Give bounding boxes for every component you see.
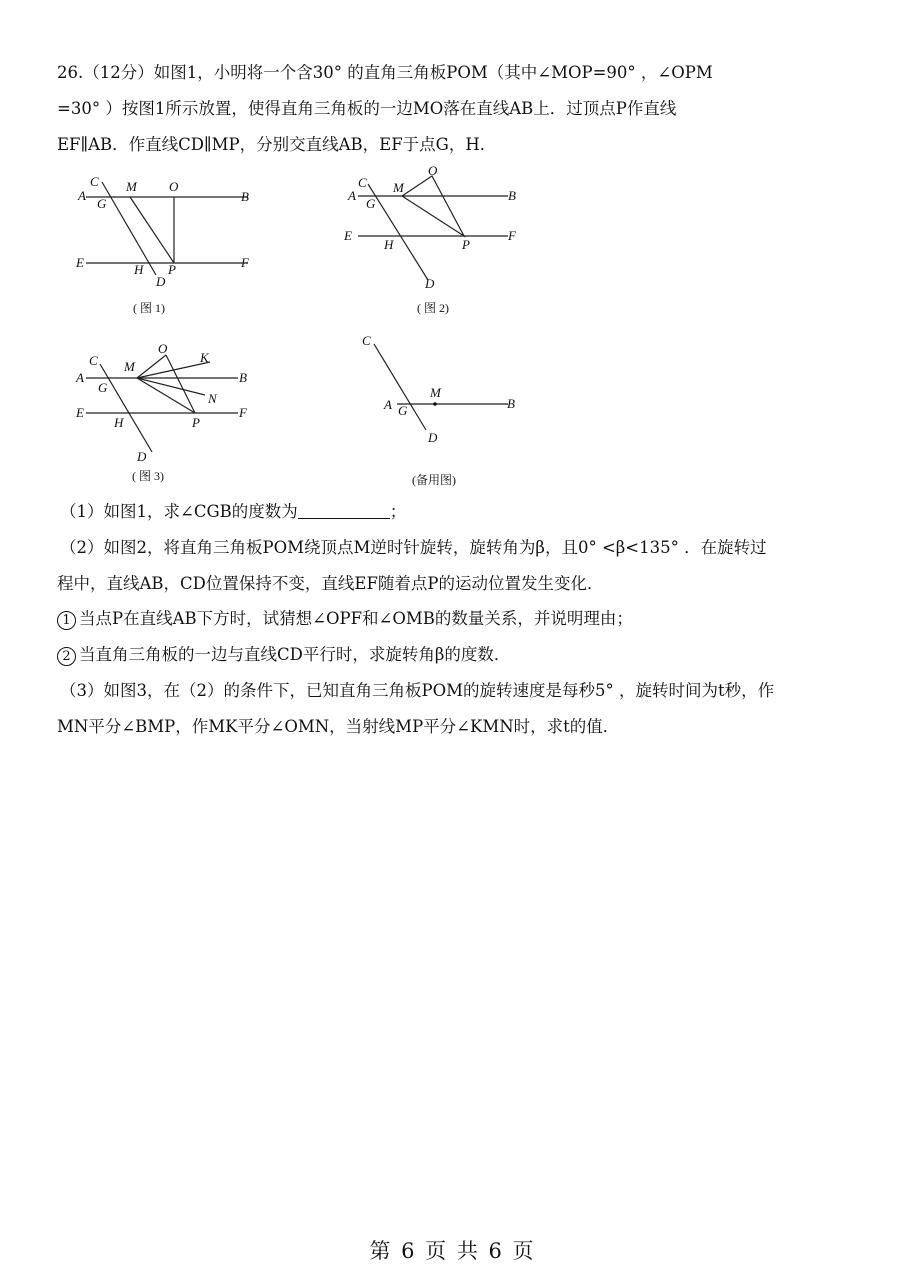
- fig3-line-cd: [100, 364, 152, 452]
- fig3-ray-mn: [137, 378, 205, 395]
- sub-question-1: [57, 608, 633, 630]
- fig2-label-g: G: [366, 196, 376, 211]
- fig2-label-p: P: [462, 237, 470, 252]
- circled-number-2: 2: [57, 647, 76, 666]
- fig1-label-a: A: [78, 188, 86, 203]
- fig3-label-c: C: [89, 353, 98, 368]
- fig1-label-h: H: [134, 262, 144, 277]
- fig4-label-g: G: [398, 403, 408, 418]
- sub-question-2-text: 当直角三角板的一边与直线CD平行时，求旋转角β的度数．: [79, 645, 511, 664]
- part-3-line-2: MN平分∠BMP，作MK平分∠OMN，当射线MP平分∠KMN时，求t的值．: [57, 717, 620, 736]
- fig2-label-b: B: [508, 188, 516, 203]
- fig2-line-cd: [368, 184, 428, 280]
- fig2-label-d: D: [425, 276, 435, 291]
- fig1-label-f: F: [241, 255, 249, 270]
- fig3-label-n: N: [208, 391, 217, 406]
- fig4-label-c: C: [362, 333, 371, 348]
- fig1-label-d: D: [156, 274, 166, 289]
- fig3-label-d: D: [137, 449, 147, 464]
- fig1-label-p: P: [168, 262, 176, 277]
- figure-backup: [350, 330, 540, 495]
- figure-3: [70, 340, 270, 490]
- fig3-label-e: E: [76, 405, 84, 420]
- sub-question-1-text: 当点P在直线AB下方时，试猜想∠OPF和∠OMB的数量关系，并说明理由；: [79, 609, 633, 628]
- fig2-caption: ( 图 2): [417, 301, 449, 315]
- fig1-caption: ( 图 1): [133, 301, 165, 315]
- fig3-label-g: G: [98, 380, 108, 395]
- fig4-caption: (备用图): [412, 473, 456, 487]
- fig2-label-f: F: [508, 228, 516, 243]
- fig1-label-m: M: [126, 179, 137, 194]
- fig3-label-a: A: [76, 370, 84, 385]
- fig1-line-cd: [102, 182, 156, 275]
- fig1-label-b: B: [241, 189, 249, 204]
- fig3-label-h: H: [114, 415, 124, 430]
- page-footer: 第 6 页 共 6 页: [369, 1239, 536, 1263]
- fig2-label-o: O: [428, 163, 438, 178]
- fig1-segment-mp: [130, 197, 174, 263]
- fig4-label-d: D: [428, 430, 438, 445]
- part-2-line-2: 程中，直线AB，CD位置保持不变，直线EF随着点P的运动位置发生变化．: [57, 574, 604, 593]
- fig4-point-m: [433, 402, 437, 406]
- part-2-line-1: （2）如图2，将直角三角板POM绕顶点M逆时针旋转，旋转角为β，且0° <β<135° ．在旋转过: [60, 538, 767, 557]
- part-3-line-1: （3）如图3，在（2）的条件下，已知直角三角板POM的旋转速度是每秒5° ，旋转时间为t秒，作: [60, 681, 775, 700]
- fig2-label-h: H: [384, 237, 394, 252]
- fig4-label-b: B: [507, 396, 515, 411]
- fig1-label-o: O: [169, 179, 179, 194]
- fig3-label-f: F: [239, 405, 247, 420]
- circled-number-1: 1: [57, 611, 76, 630]
- fig2-label-c: C: [358, 175, 367, 190]
- part-1-end: ；: [389, 502, 407, 521]
- question-line-3: EF∥AB．作直线CD∥MP，分别交直线AB，EF于点G，H．: [57, 135, 497, 154]
- fig3-caption: ( 图 3): [132, 469, 164, 483]
- fig2-label-a: A: [348, 188, 356, 203]
- fig1-label-e: E: [76, 255, 84, 270]
- fig3-label-p: P: [192, 415, 200, 430]
- answer-blank: [298, 502, 390, 519]
- question-line-2: =30° ）按图1所示放置，使得直角三角板的一边MO落在直线AB上．过顶点P作直线: [57, 99, 677, 118]
- fig4-label-m: M: [430, 385, 441, 400]
- question-line-1: 26.（12分）如图1，小明将一个含30° 的直角三角板POM（其中∠MOP=90° ，∠OPM: [57, 63, 713, 82]
- fig3-label-k: K: [200, 350, 209, 365]
- fig2-label-m: M: [393, 180, 404, 195]
- figure-2: [340, 160, 540, 320]
- fig2-triangle-pom: [402, 176, 464, 236]
- fig4-label-a: A: [384, 397, 392, 412]
- figure-1: [70, 170, 270, 320]
- part-1: [60, 501, 406, 523]
- fig1-label-c: C: [90, 174, 99, 189]
- sub-question-2: [57, 644, 510, 666]
- fig3-label-o: O: [158, 341, 168, 356]
- fig3-label-m: M: [124, 359, 135, 374]
- fig2-label-e: E: [344, 228, 352, 243]
- fig3-label-b: B: [239, 370, 247, 385]
- part-1-text: （1）如图1，求∠CGB的度数为: [60, 502, 298, 521]
- fig1-label-g: G: [97, 196, 107, 211]
